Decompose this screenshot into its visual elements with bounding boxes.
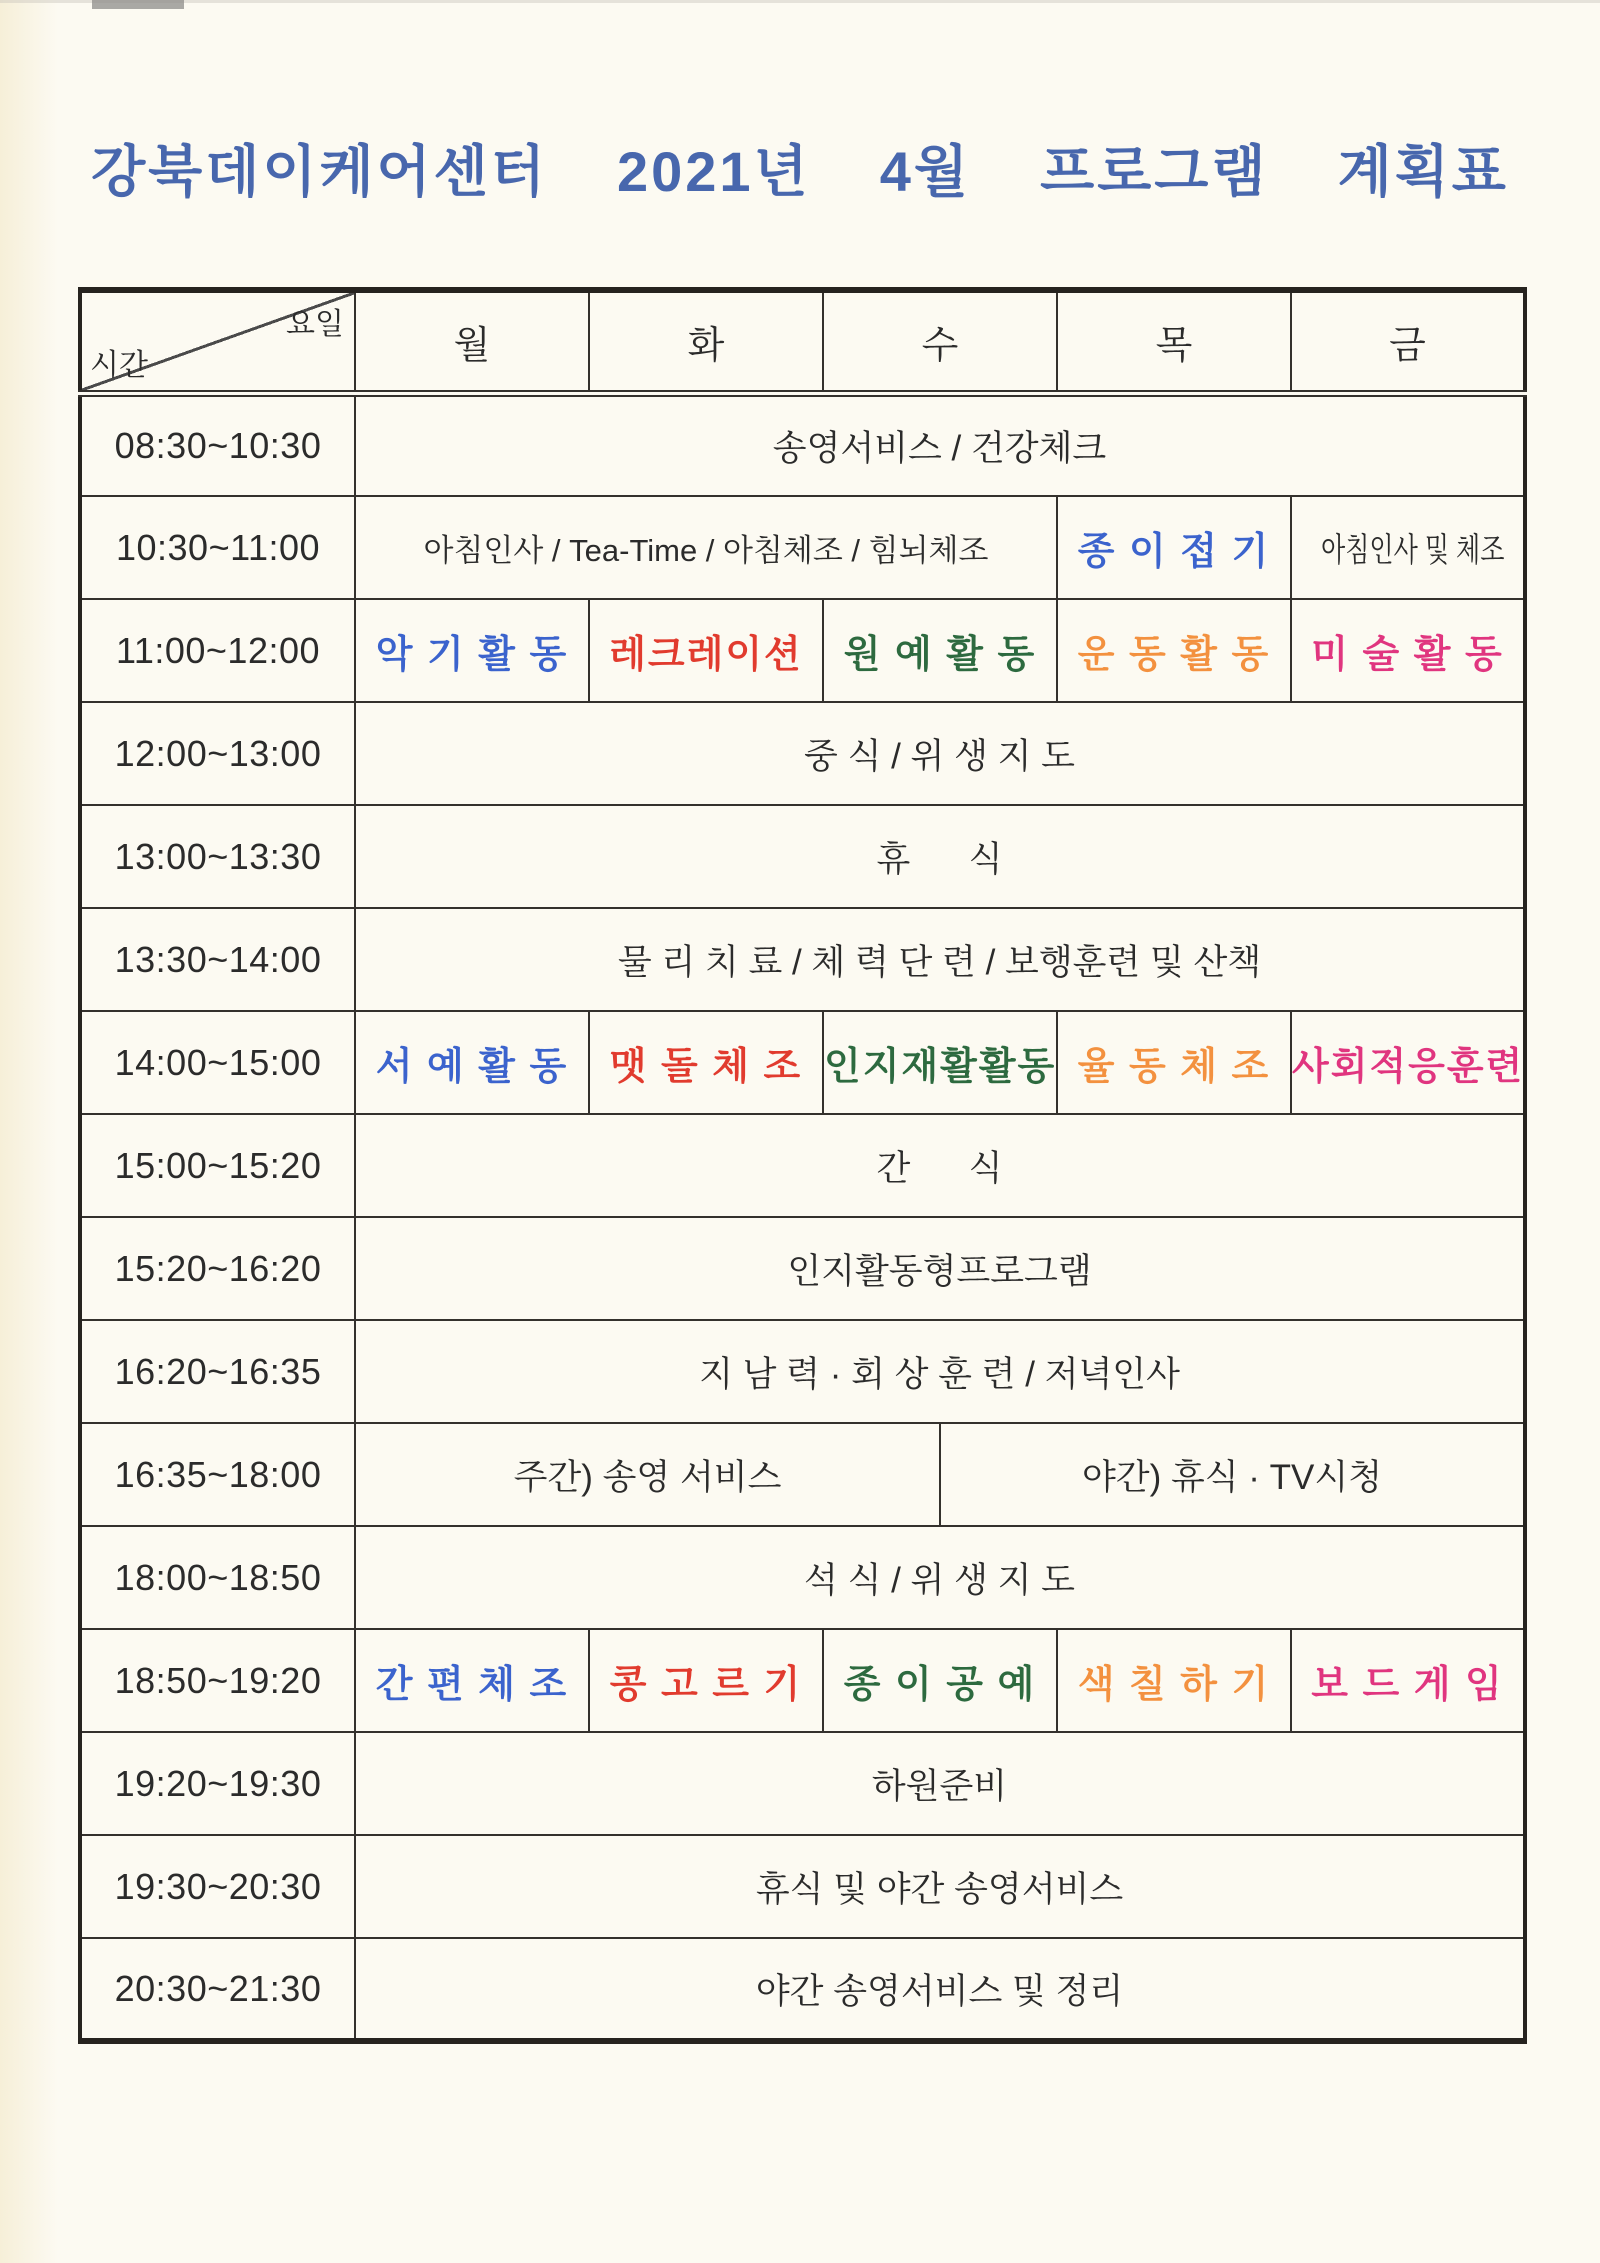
time-cell: 11:00~12:00 — [80, 599, 355, 702]
time-cell: 13:30~14:00 — [80, 908, 355, 1011]
table-row — [80, 1526, 1525, 1629]
activity-cell: 야간 송영서비스 및 정리 — [355, 1938, 1525, 2041]
time-cell: 13:00~13:30 — [80, 805, 355, 908]
table-row — [80, 1938, 1525, 2041]
activity-cell: 야간) 휴식 · TV시청 — [940, 1423, 1525, 1526]
activity-cell: 간 식 — [355, 1114, 1525, 1217]
corner-day-label: 요일 — [286, 308, 344, 341]
time-cell: 20:30~21:30 — [80, 1938, 355, 2041]
table-row — [80, 599, 1525, 702]
table-row — [80, 1320, 1525, 1423]
activity-cell: 색 칠 하 기 — [1057, 1629, 1291, 1732]
day-header-fri: 금 — [1291, 290, 1525, 393]
activity-cell: 종 이 접 기 — [1057, 496, 1291, 599]
time-cell: 08:30~10:30 — [80, 393, 355, 496]
activity-cell: 율 동 체 조 — [1057, 1011, 1291, 1114]
time-cell: 10:30~11:00 — [80, 496, 355, 599]
table-row — [80, 1011, 1525, 1114]
activity-cell: 종 이 공 예 — [823, 1629, 1057, 1732]
scan-smudge — [92, 0, 184, 9]
time-cell: 18:50~19:20 — [80, 1629, 355, 1732]
time-cell: 16:20~16:35 — [80, 1320, 355, 1423]
activity-cell: 물 리 치 료 / 체 력 단 련 / 보행훈련 및 산책 — [355, 908, 1525, 1011]
time-cell: 19:30~20:30 — [80, 1835, 355, 1938]
time-cell: 19:20~19:30 — [80, 1732, 355, 1835]
table-row — [80, 393, 1525, 496]
activity-cell: 간 편 체 조 — [355, 1629, 589, 1732]
activity-cell: 송영서비스 / 건강체크 — [355, 393, 1525, 496]
table-row — [80, 702, 1525, 805]
activity-cell — [1291, 496, 1525, 599]
activity-cell: 원 예 활 동 — [823, 599, 1057, 702]
table-row — [80, 1835, 1525, 1938]
schedule-table — [78, 287, 1527, 2044]
time-cell: 18:00~18:50 — [80, 1526, 355, 1629]
scan-edge-tint — [0, 0, 58, 2263]
time-cell: 12:00~13:00 — [80, 702, 355, 805]
table-row — [80, 1732, 1525, 1835]
day-header-thu: 목 — [1057, 290, 1291, 393]
table-row — [80, 1423, 1525, 1526]
time-cell: 16:35~18:00 — [80, 1423, 355, 1526]
scan-top-line — [0, 0, 1600, 3]
table-row — [80, 805, 1525, 908]
day-header-mon: 월 — [355, 290, 589, 393]
activity-cell: 주간) 송영 서비스 — [355, 1423, 940, 1526]
activity-cell: 중 식 / 위 생 지 도 — [355, 702, 1525, 805]
corner-time-label: 시간 — [90, 348, 148, 382]
condensed-text: 아침인사 및 체조 — [1320, 531, 1505, 568]
time-cell: 14:00~15:00 — [80, 1011, 355, 1114]
activity-cell: 하원준비 — [355, 1732, 1525, 1835]
table-row — [80, 1217, 1525, 1320]
time-cell: 15:00~15:20 — [80, 1114, 355, 1217]
corner-cell — [80, 290, 355, 393]
activity-cell: 인지재활활동 — [823, 1011, 1057, 1114]
table-row — [80, 908, 1525, 1011]
activity-cell: 악 기 활 동 — [355, 599, 589, 702]
activity-cell: 레크레이션 — [589, 599, 823, 702]
table-row — [80, 1629, 1525, 1732]
activity-cell: 아침인사 / Tea-Time / 아침체조 / 힘뇌체조 — [355, 496, 1057, 599]
table-row — [80, 1114, 1525, 1217]
activity-cell: 휴 식 — [355, 805, 1525, 908]
activity-cell: 휴식 및 야간 송영서비스 — [355, 1835, 1525, 1938]
day-header-wed: 수 — [823, 290, 1057, 393]
table-row — [80, 496, 1525, 599]
time-cell: 15:20~16:20 — [80, 1217, 355, 1320]
day-header-tue: 화 — [589, 290, 823, 393]
activity-cell: 콩 고 르 기 — [589, 1629, 823, 1732]
activity-cell: 맷 돌 체 조 — [589, 1011, 823, 1114]
activity-cell: 인지활동형프로그램 — [355, 1217, 1525, 1320]
activity-cell: 운 동 활 동 — [1057, 599, 1291, 702]
activity-cell: 서 예 활 동 — [355, 1011, 589, 1114]
activity-cell: 석 식 / 위 생 지 도 — [355, 1526, 1525, 1629]
header-row — [80, 290, 1525, 393]
activity-cell: 지 남 력 · 회 상 훈 련 / 저녁인사 — [355, 1320, 1525, 1423]
activity-cell: 보 드 게 임 — [1291, 1629, 1525, 1732]
activity-cell: 미 술 활 동 — [1291, 599, 1525, 702]
activity-cell: 사회적응훈련 — [1291, 1011, 1525, 1114]
page-title: 강북데이케어센터 2021년 4월 프로그램 계획표 — [91, 140, 1509, 203]
